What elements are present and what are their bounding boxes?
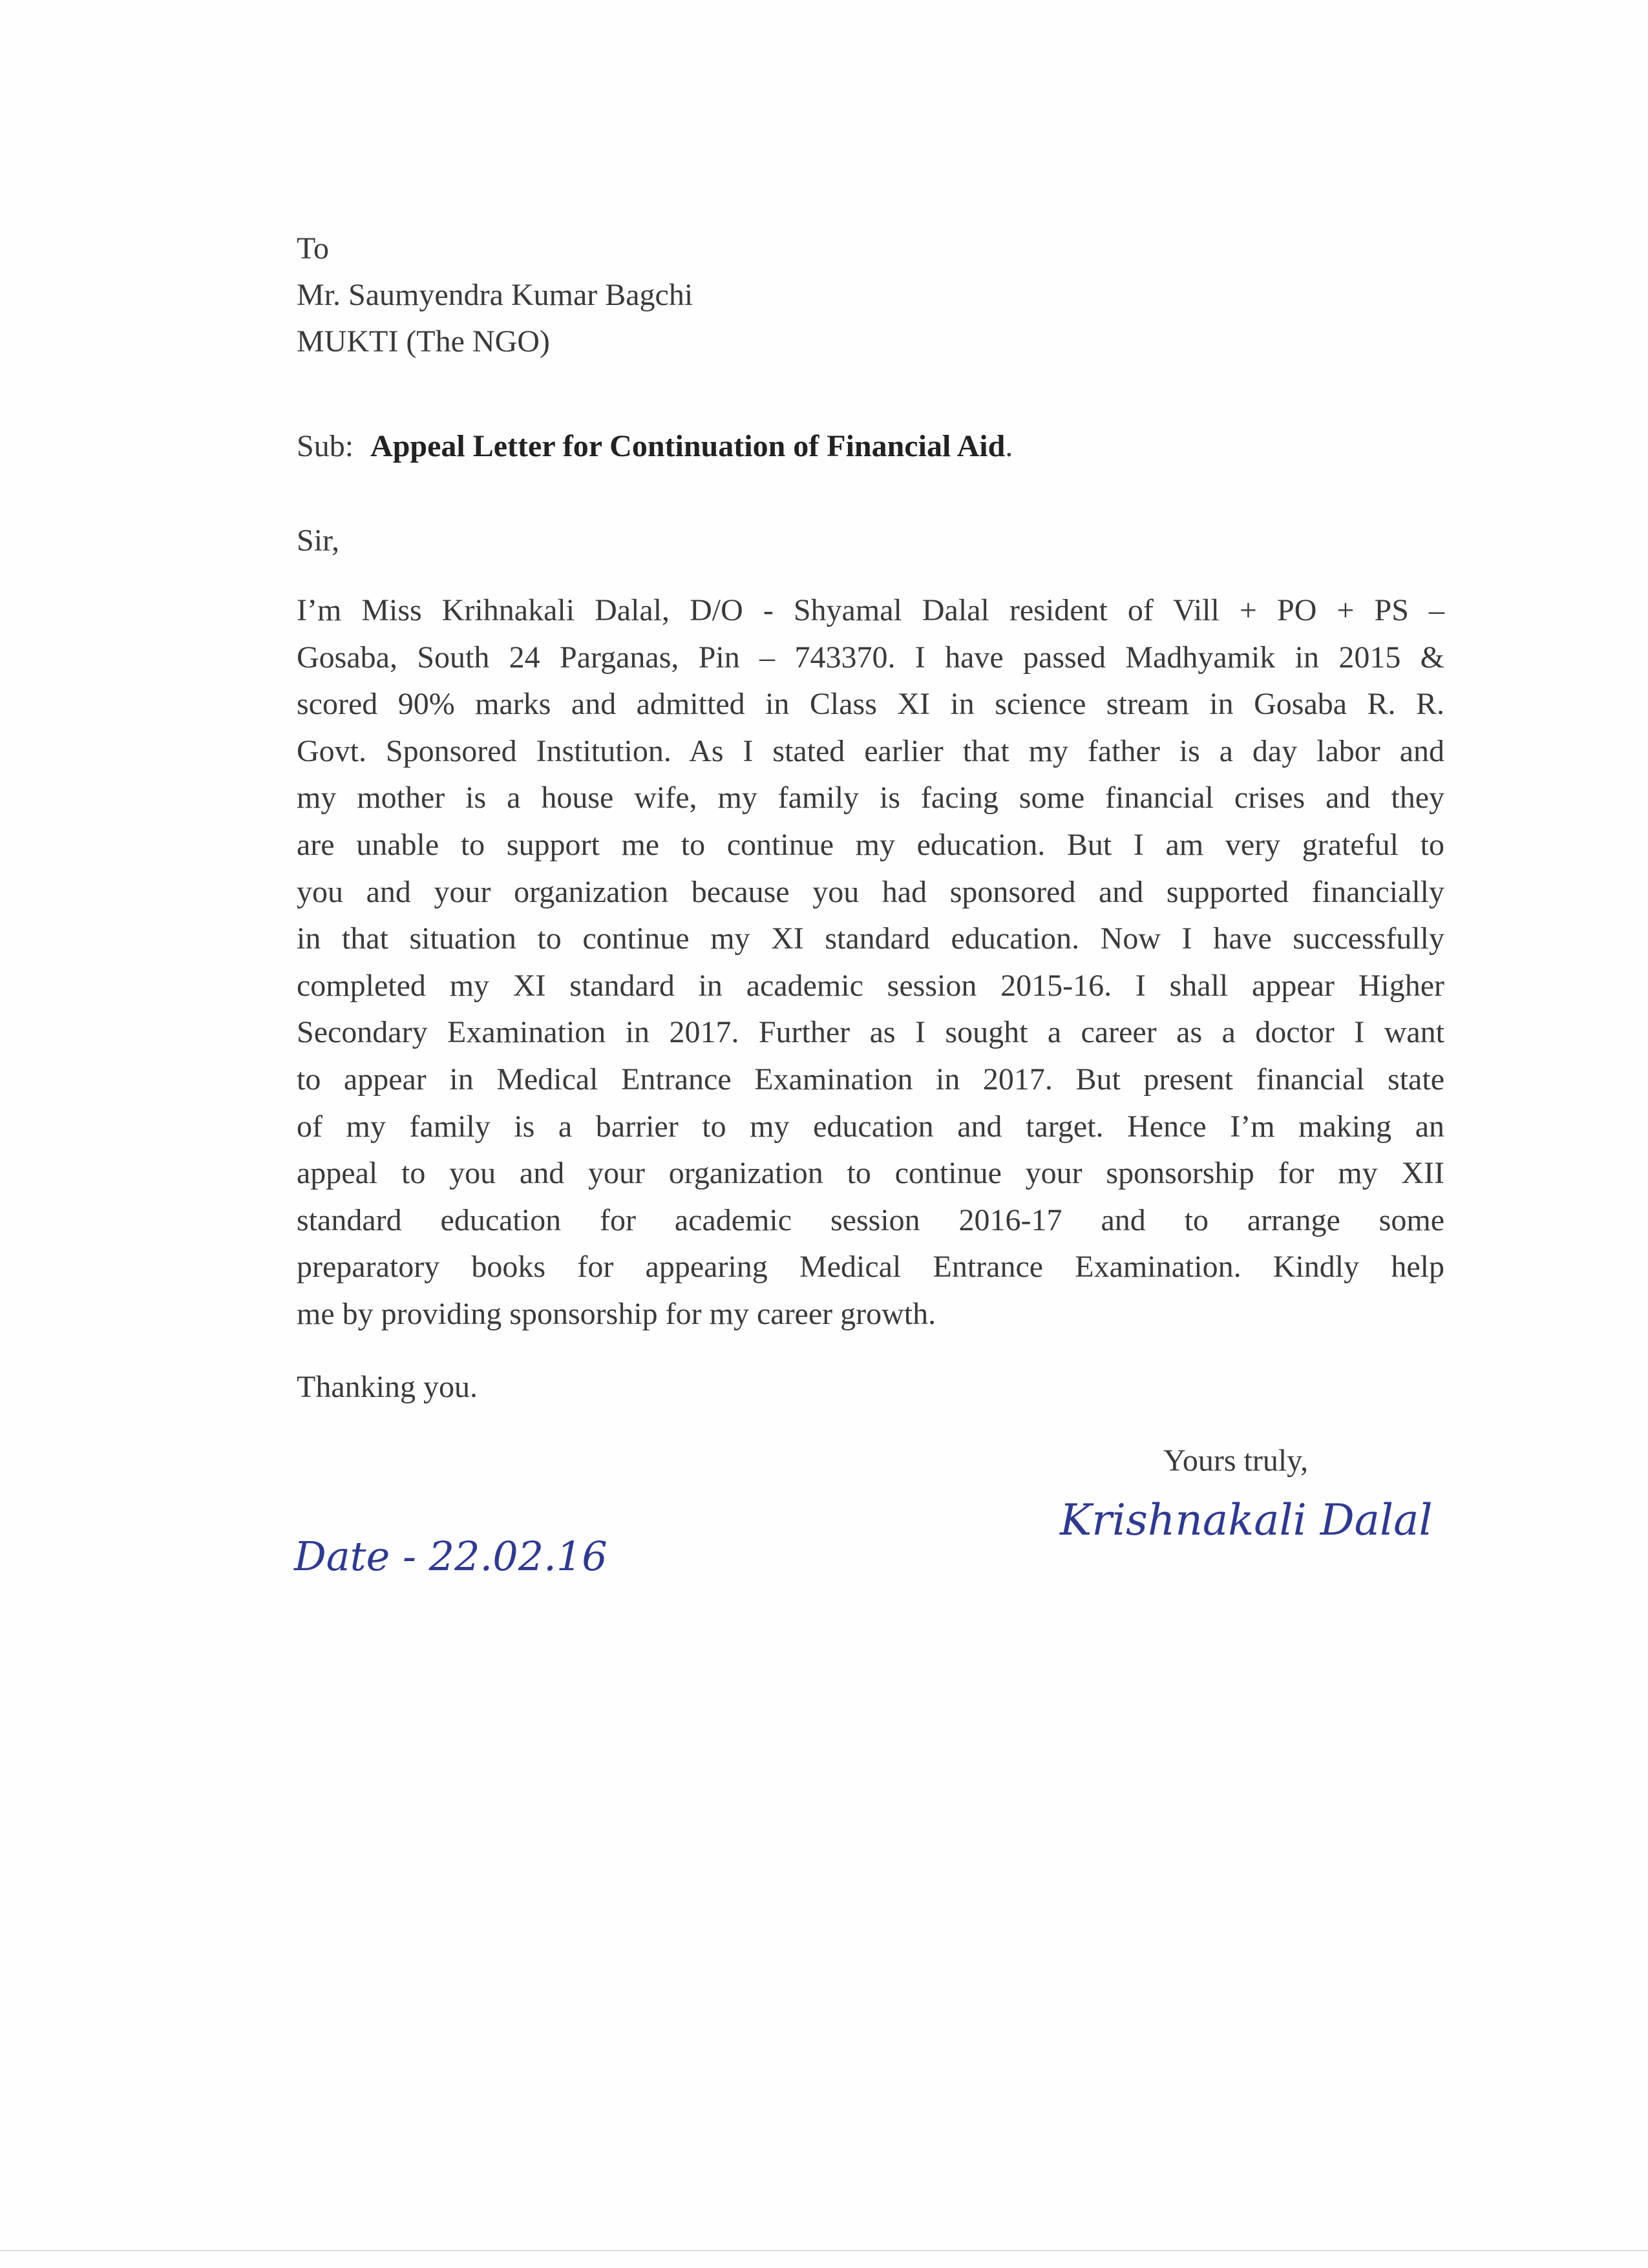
body-line: of my family is a barrier to my education and target. Hence I’m making an [297,1109,1444,1144]
body-line: me by providing sponsorship for my career growth. [297,1296,936,1331]
body-line: scored 90% marks and admitted in Class XI in science stream in Gosaba R. R. [297,687,1444,722]
date-text: Date - 22.02.16 [294,1533,607,1580]
addressee-name: Mr. Saumyendra Kumar Bagchi [297,278,693,312]
body-line: Govt. Sponsored Institution. As I stated earlier that my father is a day labor and [297,733,1444,768]
body-line: are unable to support me to continue my education. But I am very grateful to [297,827,1444,862]
body-line: you and your organization because you had sponsored and supported financially [297,874,1444,909]
closing-thanks: Thanking you. [297,1370,478,1404]
subject-line [297,423,1013,470]
body-line: completed my XI standard in academic session 2015-16. I shall appear Higher [297,968,1444,1003]
addressee-to: To [297,231,329,266]
signature-text: Krishnakali Dalal [1060,1495,1433,1545]
handwritten-date [291,1518,607,1590]
body-line: my mother is a house wife, my family is facing some financial crises and they [297,781,1444,815]
subject-title: Appeal Letter for Continuation of Financial Aid [370,429,1006,463]
handwritten-signature [1053,1480,1433,1557]
body-line: in that situation to continue my XI standard education. Now I have successfully [297,921,1444,956]
subject-period: . [1005,429,1013,463]
letter-body [297,587,1444,1338]
body-line: Gosaba, South 24 Parganas, Pin – 743370. I have passed Madhyamik in 2015 & [297,640,1444,675]
salutation: Sir, [297,523,340,558]
addressee-organization: MUKTI (The NGO) [297,324,550,359]
scan-edge-line [0,2250,1648,2251]
body-line: I’m Miss Krihnakali Dalal, D/O - Shyamal Dalal resident of Vill + PO + PS – [297,593,1444,627]
body-line: Secondary Examination in 2017. Further as I sought a career as a doctor I want [297,1015,1444,1050]
subject-prefix: Sub: [297,429,354,463]
body-line: to appear in Medical Entrance Examination in 2017. But present financial state [297,1062,1444,1097]
body-line: standard education for academic session 2016-17 and to arrange some [297,1202,1444,1237]
body-line: preparatory books for appearing Medical Entrance Examination. Kindly help [297,1250,1444,1285]
closing-salutation: Yours truly, [1163,1444,1309,1478]
body-line: appeal to you and your organization to continue your sponsorship for my XII [297,1156,1444,1191]
